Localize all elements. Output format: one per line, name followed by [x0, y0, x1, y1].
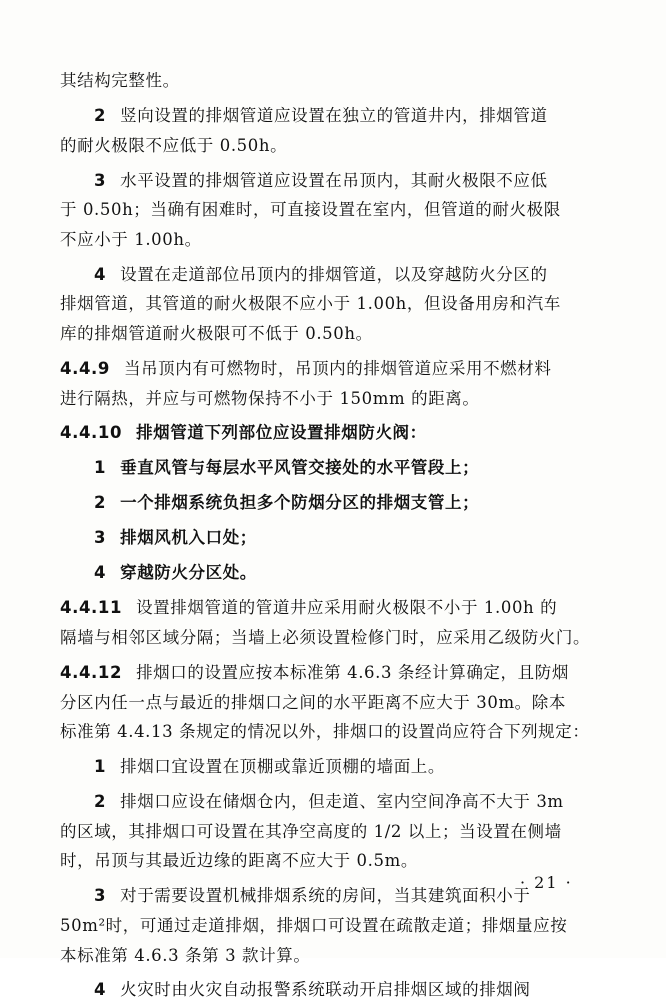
line-text: 排烟口宜设置在顶棚或靠近顶棚的墙面上。 — [120, 757, 445, 777]
text-line — [60, 418, 620, 448]
text-line — [60, 260, 620, 290]
item-number: 2 — [94, 493, 107, 513]
section-number: 4.4.9 — [60, 358, 110, 378]
line-text: 的耐火极限不应低于 0.50h。 — [60, 135, 288, 155]
text-line — [60, 101, 620, 131]
page-number: · 21 · — [520, 873, 573, 892]
line-text: 库的排烟管道耐火极限可不低于 0.50h。 — [60, 323, 373, 343]
line-text: 一个排烟系统负担多个防烟分区的排烟支管上； — [120, 493, 480, 513]
item-number: 1 — [94, 458, 107, 478]
text-line — [60, 166, 620, 196]
text-line — [60, 717, 620, 747]
text-line — [60, 354, 620, 384]
line-text: 穿越防火分区处。 — [120, 563, 257, 583]
line-text: 分区内任一点与最近的排烟口之间的水平距离不应大于 30m。除本 — [60, 692, 566, 712]
section-number: 4.4.10 — [60, 423, 123, 443]
text-line — [60, 975, 620, 1005]
item-number: 3 — [94, 886, 107, 906]
text-line — [60, 523, 620, 553]
line-text: 不应小于 1.00h。 — [60, 229, 202, 249]
text-line — [60, 289, 620, 319]
text-line — [60, 131, 620, 161]
item-number: 3 — [94, 528, 107, 548]
line-text: 垂直风管与每层水平风管交接处的水平管段上； — [120, 458, 480, 478]
line-text: 于 0.50h；当确有困难时，可直接设置在室内，但管道的耐火极限 — [60, 200, 561, 220]
item-number: 4 — [94, 563, 107, 583]
line-text: 其结构完整性。 — [60, 71, 180, 90]
text-line — [60, 225, 620, 255]
text-line — [60, 488, 620, 518]
line-text: 进行隔热，并应与可燃物保持不小于 150mm 的距离。 — [60, 388, 480, 408]
text-line — [60, 911, 620, 941]
line-text: 对于需要设置机械排烟系统的房间，当其建筑面积小于 — [120, 886, 531, 906]
text-line — [60, 787, 620, 817]
text-line — [60, 658, 620, 688]
text-line — [60, 66, 620, 96]
line-text: 火灾时由火灾自动报警系统联动开启排烟区域的排烟阀 — [120, 980, 531, 1000]
item-number: 4 — [94, 264, 107, 284]
document-body — [60, 66, 620, 1005]
text-line — [60, 384, 620, 414]
item-number: 1 — [94, 757, 107, 777]
text-line — [60, 195, 620, 225]
line-text: 标准第 4.4.13 条规定的情况以外，排烟口的设置尚应符合下列规定： — [60, 722, 590, 742]
item-number: 4 — [94, 980, 107, 1000]
text-line — [60, 941, 620, 971]
line-text: 排烟管道下列部位应设置排烟防火阀： — [136, 423, 427, 443]
line-text: 排烟口的设置应按本标准第 4.6.3 条经计算确定，且防烟 — [136, 662, 569, 682]
item-number: 3 — [94, 170, 107, 190]
line-text: 设置在走道部位吊顶内的排烟管道，以及穿越防火分区的 — [120, 264, 548, 284]
text-line — [60, 688, 620, 718]
item-number: 2 — [94, 105, 107, 125]
text-line — [60, 319, 620, 349]
line-text: 的区域，其排烟口可设置在其净空高度的 1/2 以上；当设置在侧墙 — [60, 821, 562, 841]
text-line — [60, 623, 620, 653]
line-text: 排烟管道，其管道的耐火极限不应小于 1.00h，但设备用房和汽车 — [60, 294, 561, 314]
line-text: 当吊顶内有可燃物时，吊顶内的排烟管道应采用不燃材料 — [123, 358, 552, 378]
line-text: 排烟口应设在储烟仓内，但走道、室内空间净高不大于 3m — [120, 792, 564, 812]
line-text: 时，吊顶与其最近边缘的距离不应大于 0.5m。 — [60, 851, 418, 871]
line-text: 水平设置的排烟管道应设置在吊顶内，其耐火极限不应低 — [120, 170, 548, 190]
text-line — [60, 817, 620, 847]
line-text: 设置排烟管道的管道井应采用耐火极限不小于 1.00h 的 — [136, 598, 558, 618]
line-text: 隔墙与相邻区域分隔；当墙上必须设置检修门时，应采用乙级防火门。 — [60, 628, 591, 647]
line-text: 排烟风机入口处； — [120, 528, 257, 548]
item-number: 2 — [94, 792, 107, 812]
line-text: 竖向设置的排烟管道应设置在独立的管道井内，排烟管道 — [120, 105, 548, 125]
section-number: 4.4.12 — [60, 662, 123, 682]
text-line — [60, 558, 620, 588]
text-line — [60, 593, 620, 623]
text-line — [60, 846, 620, 876]
text-line — [60, 453, 620, 483]
section-number: 4.4.11 — [60, 598, 123, 618]
line-text: 本标准第 4.6.3 条第 3 款计算。 — [60, 945, 311, 965]
text-line — [60, 752, 620, 782]
line-text: 50m²时，可通过走道排烟，排烟口可设置在疏散走道；排烟量应按 — [60, 915, 568, 935]
